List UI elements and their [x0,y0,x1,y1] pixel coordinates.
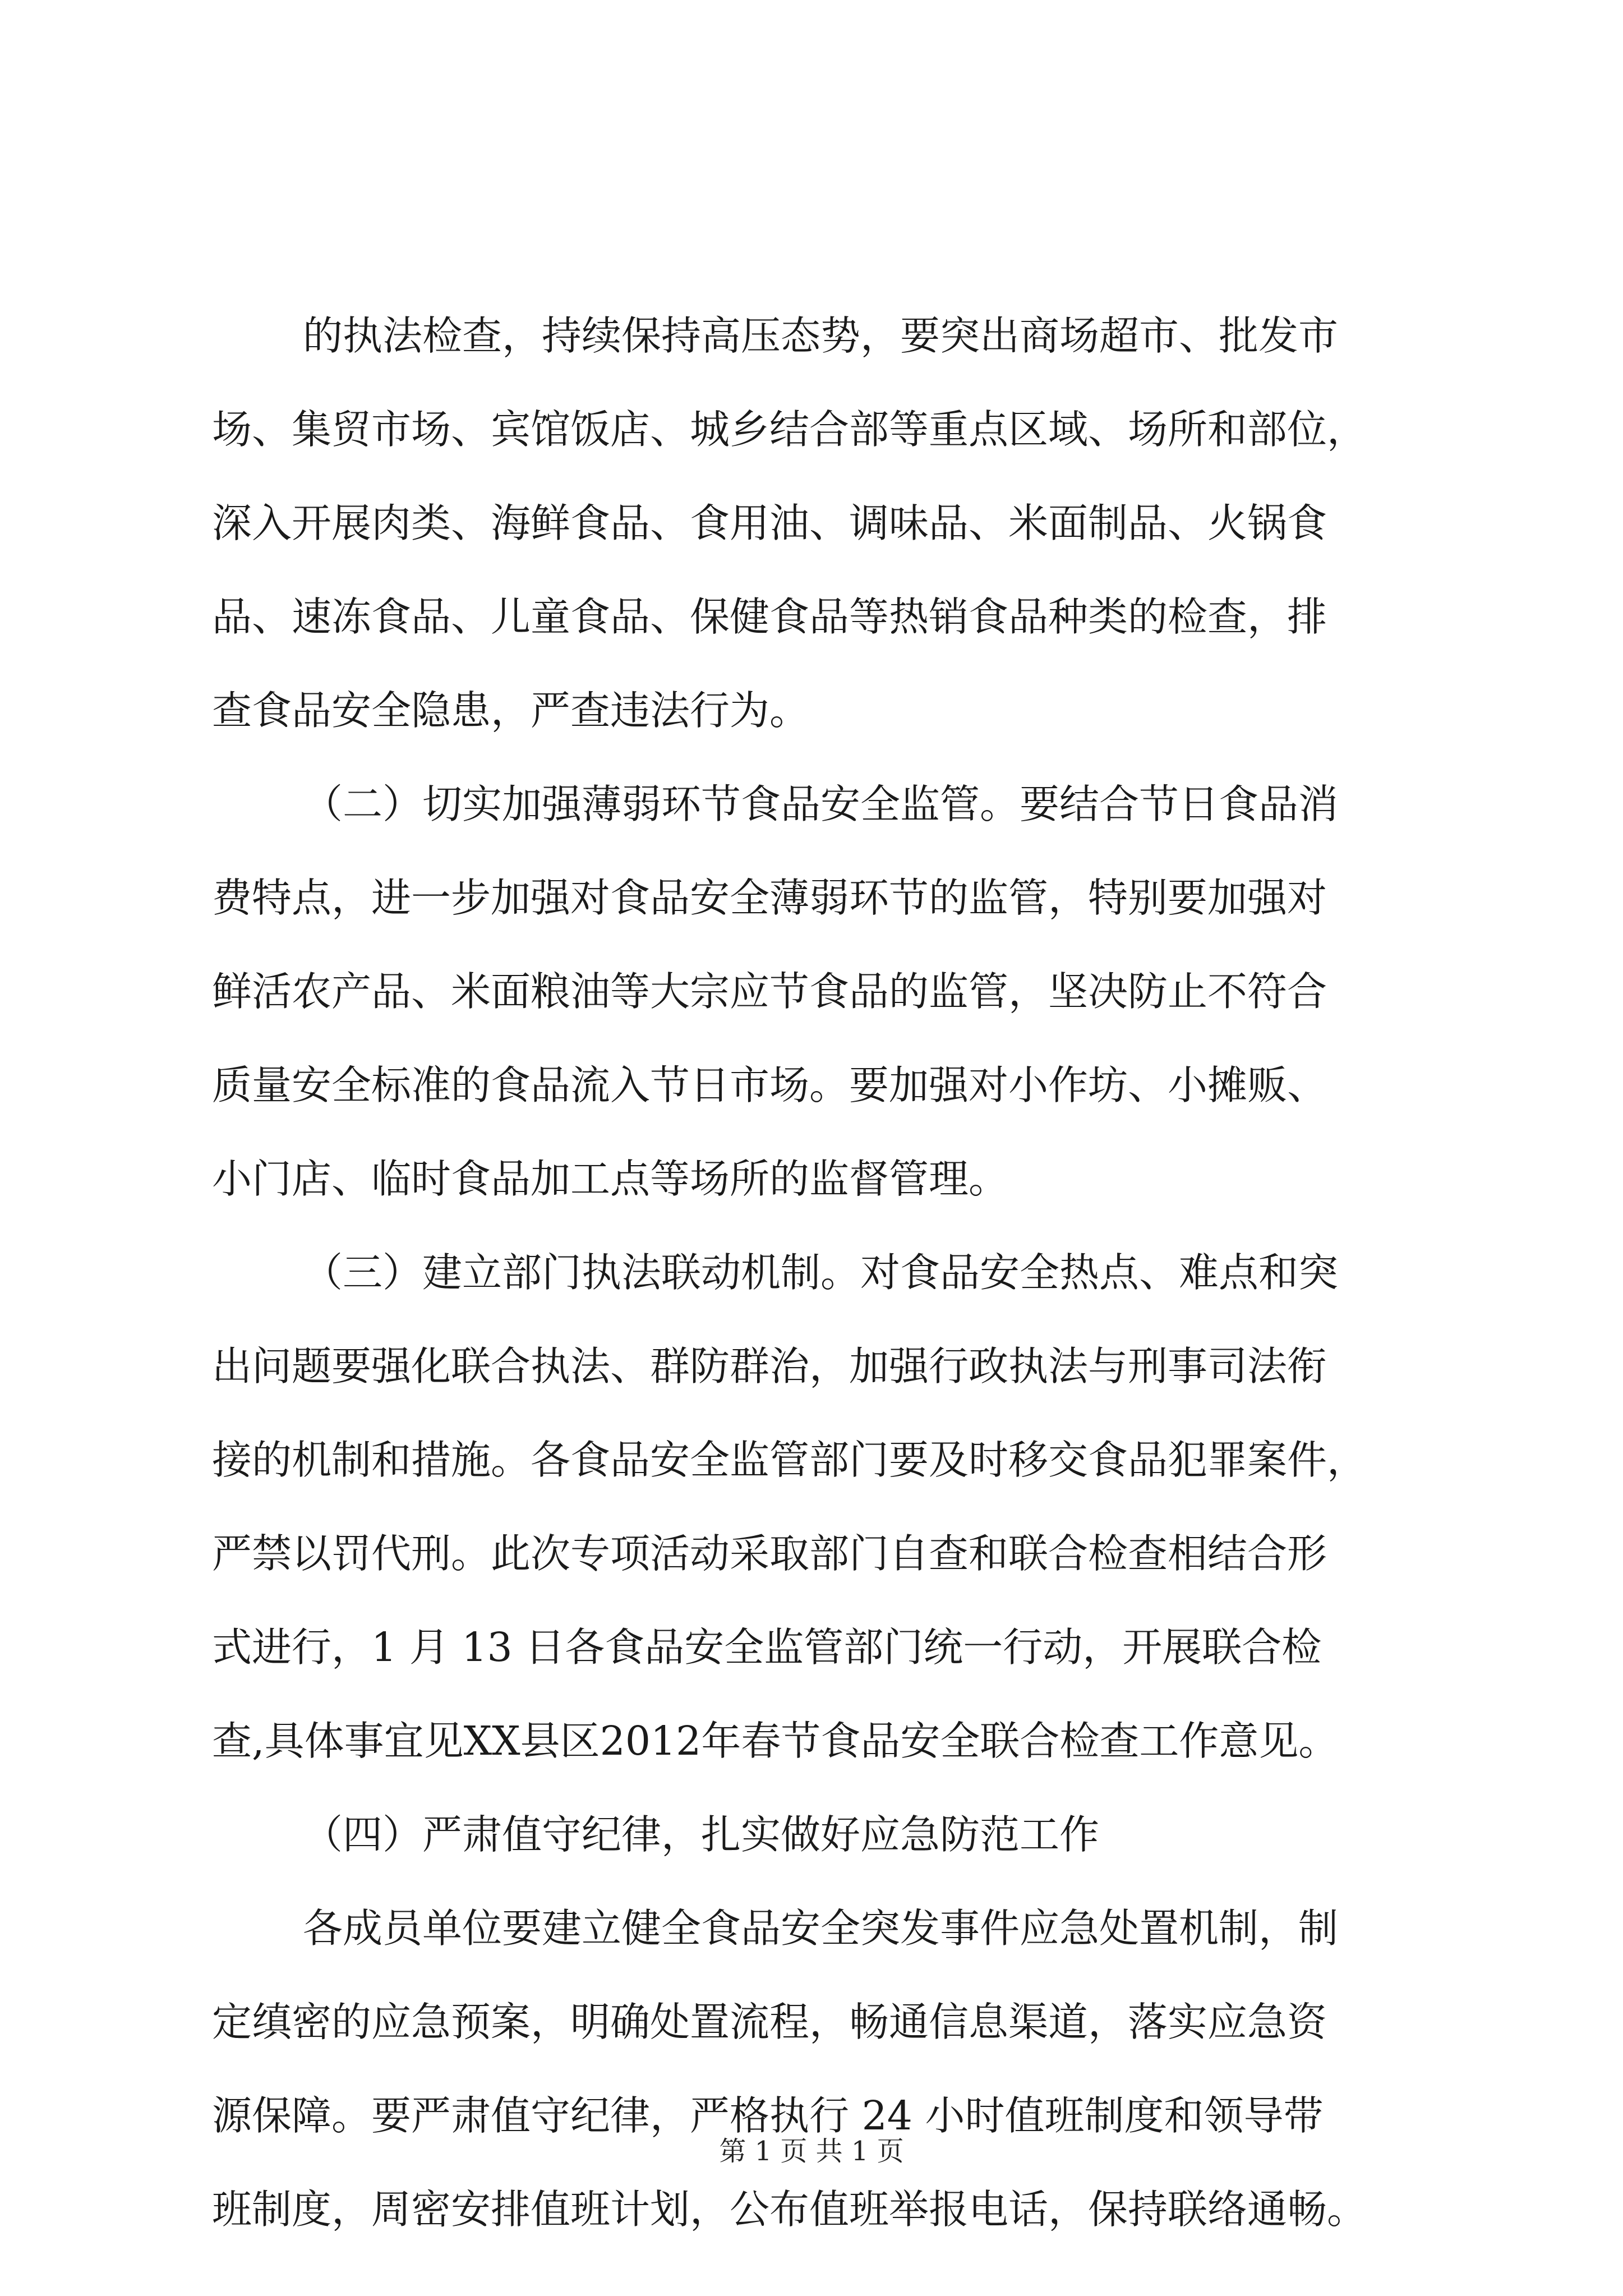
text-line: 式进行，1 月 13 日各食品安全监管部门统一行动，开展联合检 [212,1624,1322,1671]
text-line: 出问题要强化联合执法、群防群治，加强行政执法与刑事司法衔 [212,1343,1327,1389]
text-line: （三）建立部门执法联动机制。对食品安全热点、难点和突 [303,1249,1339,1296]
text-line: 小门店、临时食品加工点等场所的监督管理。 [212,1156,1009,1202]
text-line: 查,具体事宜见XX县区2012年春节食品安全联合检查工作意见。 [212,1718,1339,1764]
text-line: （四）严肃值守纪律，扎实做好应急防范工作 [303,1811,1100,1858]
text-line: 定缜密的应急预案，明确处置流程，畅通信息渠道，落实应急资 [212,1999,1327,2045]
page-footer: 第 1 页 共 1 页 [719,2136,904,2167]
text-line: 品、速冻食品、儿童食品、保健食品等热销食品种类的检查，排 [212,593,1327,640]
text-line: 接的机制和措施。各食品安全监管部门要及时移交食品犯罪案件， [212,1437,1367,1483]
text-line: 费特点，进一步加强对食品安全薄弱环节的监管，特别要加强对 [212,875,1327,921]
text-line: （二）切实加强薄弱环节食品安全监管。要结合节日食品消 [303,781,1339,827]
text-line: 的执法检查，持续保持高压态势，要突出商场超市、批发市 [303,312,1339,359]
text-line: 班制度，周密安排值班计划，公布值班举报电话，保持联络通畅。 [212,2186,1367,2233]
text-line: 场、集贸市场、宾馆饭店、城乡结合部等重点区域、场所和部位， [212,406,1367,453]
text-line: 源保障。要严肃值守纪律，严格执行 24 小时值班制度和领导带 [212,2092,1324,2139]
text-line: 查食品安全隐患，严查违法行为。 [212,687,810,734]
text-line: 各成员单位要建立健全食品安全突发事件应急处置机制，制 [303,1905,1339,1952]
document-body [212,289,1412,2256]
text-line: 鲜活农产品、米面粮油等大宗应节食品的监管，坚决防止不符合 [212,968,1327,1015]
text-line: 深入开展肉类、海鲜食品、食用油、调味品、米面制品、火锅食 [212,500,1327,546]
text-line: 严禁以罚代刑。此次专项活动采取部门自查和联合检查相结合形 [212,1530,1327,1577]
text-line: 质量安全标准的食品流入节日市场。要加强对小作坊、小摊贩、 [212,1062,1327,1108]
